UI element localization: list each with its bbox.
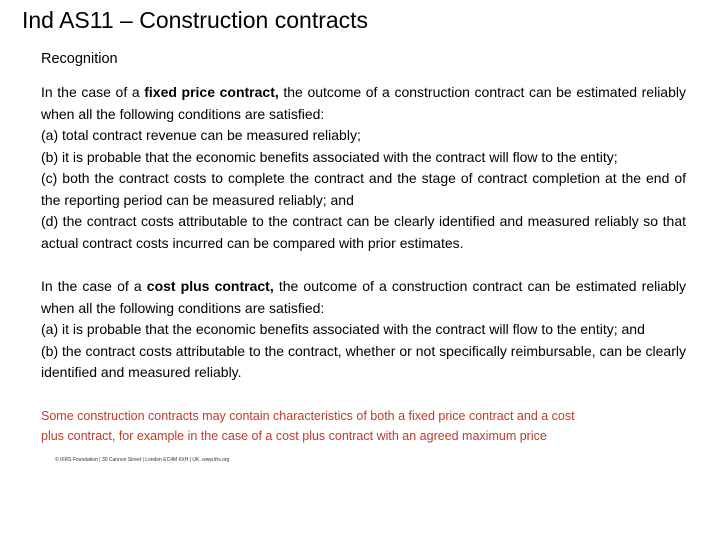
slide-content xyxy=(41,49,686,464)
fixed-price-intro-suffix: the outcome of a construction contract can be estimated reliably when all the following conditions are satisfied: xyxy=(41,84,686,122)
red-note-line-1: Some construction contracts may contain characteristics of both a fixed price contract and a cost xyxy=(41,408,575,423)
red-note-line-2: plus contract, for example in the case of a cost plus contract with an agreed maximum price xyxy=(41,428,547,443)
fixed-price-emphasis: fixed price contract, xyxy=(144,84,279,100)
fixed-price-paragraph xyxy=(41,82,686,254)
fixed-price-intro-prefix: In the case of a xyxy=(41,84,145,100)
fixed-price-item-a: (a) total contract revenue can be measured reliably; xyxy=(41,127,361,143)
red-note xyxy=(41,406,686,446)
section-heading: Recognition xyxy=(41,51,118,67)
cost-plus-emphasis: cost plus contract, xyxy=(146,278,274,294)
copyright-footer: © IFRS Foundation | 30 Cannon Street | London EC4M 6XH | UK. www.ifrs.org xyxy=(55,456,230,463)
cost-plus-paragraph xyxy=(41,276,686,384)
fixed-price-item-d: (d) the contract costs attributable to the contract can be clearly identified and measured reliably so that actual contract costs incurred can be compared with prior estimates. xyxy=(41,213,686,251)
slide-title: Ind AS11 – Construction contracts xyxy=(22,7,369,33)
fixed-price-item-b: (b) it is probable that the economic benefits associated with the contract will flow to the entity; xyxy=(41,148,618,165)
cost-plus-intro-suffix: the outcome of a construction contract can be estimated reliably when all the following conditions are satisfied: xyxy=(41,278,687,316)
cost-plus-item-a: (a) it is probable that the economic benefits associated with the contract will flow to the entity; and xyxy=(41,321,645,337)
cost-plus-intro-prefix: In the case of a xyxy=(41,278,147,294)
cost-plus-item-b: (b) the contract costs attributable to the contract, whether or not specifically reimbursable, can be clearly identified and measured reliably. xyxy=(41,342,686,380)
fixed-price-item-c: (c) both the contract costs to complete the contract and the stage of contract completion at the end of the reporting period can be measured reliably; and xyxy=(41,170,686,208)
